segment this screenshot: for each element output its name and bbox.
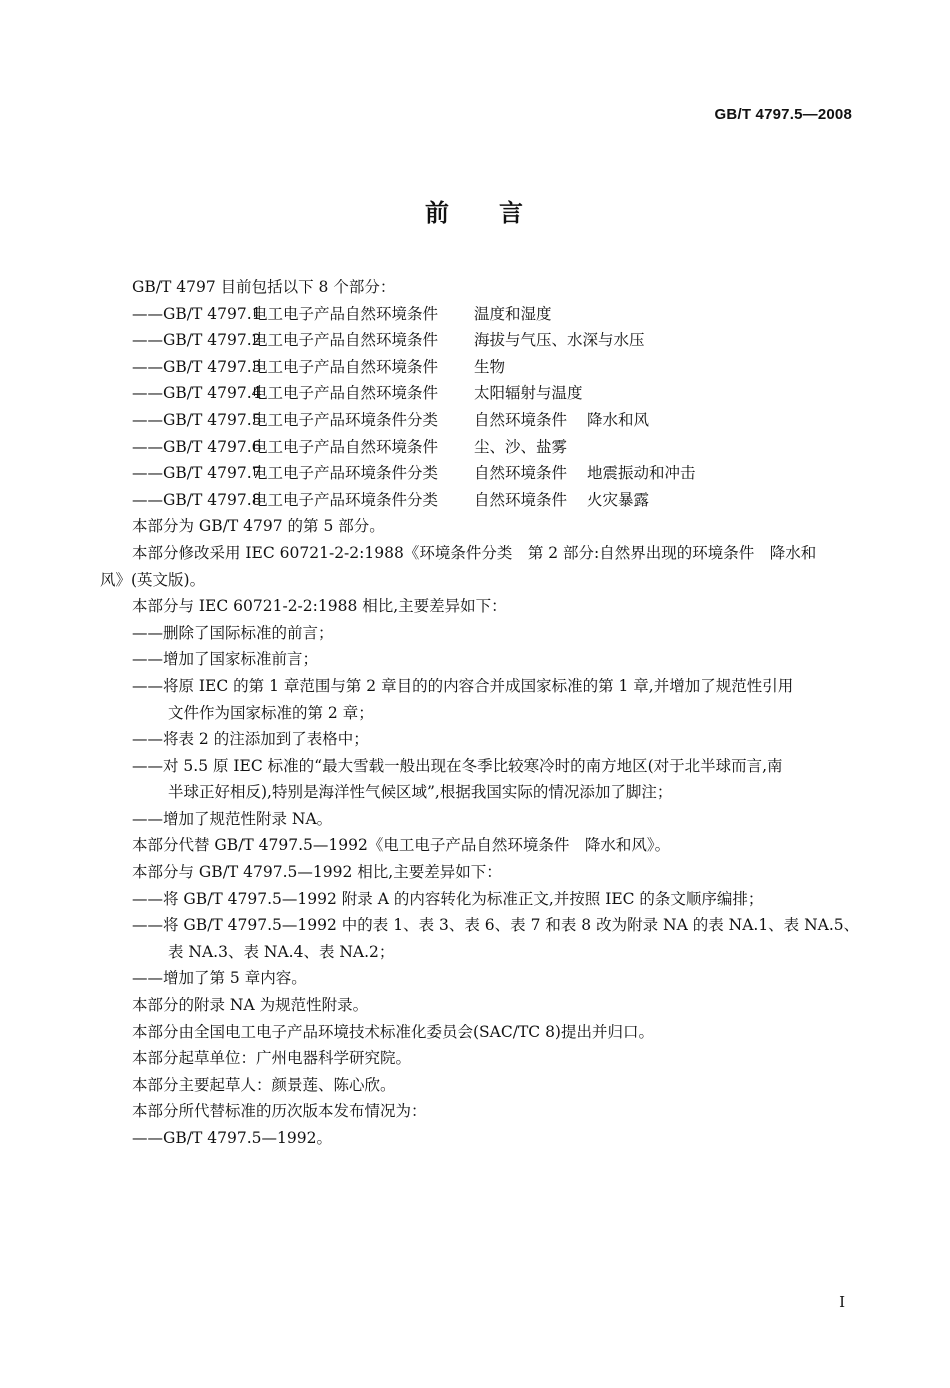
part-subtitle: 海拔与气压、水深与水压 <box>474 331 645 350</box>
part-list-item <box>100 460 855 487</box>
part-title: 电工电子产品自然环境条件 <box>252 357 439 376</box>
difference-item-continuation: 半球正好相反),特别是海洋性气候区域”,根据我国实际的情况添加了脚注； <box>168 783 673 802</box>
part-title: 电工电子产品自然环境条件 <box>252 331 439 350</box>
difference-item: ——增加了规范性附录 NA。 <box>132 809 333 828</box>
part-title: 电工电子产品自然环境条件 <box>252 437 439 456</box>
paragraph-continuation: 风》(英文版)。 <box>100 570 206 589</box>
difference-item: ——增加了国家标准前言； <box>132 650 319 669</box>
paragraph: 本部分为 GB/T 4797 的第 5 部分。 <box>132 517 385 536</box>
part-list-item <box>100 407 855 434</box>
part-subtitle: 尘、沙、盐雾 <box>474 437 568 456</box>
page-title <box>0 193 950 228</box>
difference-item-continuation: 表 NA.3、表 NA.4、表 NA.2； <box>168 942 395 961</box>
part-code: ——GB/T 4797.7 <box>132 464 262 483</box>
part-title: 电工电子产品环境条件分类 <box>252 410 439 429</box>
part-subtitle: 自然环境条件 <box>474 490 568 509</box>
part-list-item <box>100 327 855 354</box>
standard-code: GB/T 4797.5—2008 <box>714 106 852 123</box>
paragraph: 本部分起草单位：广州电器科学研究院。 <box>132 1049 412 1068</box>
paragraph: 本部分修改采用 IEC 60721-2-2:1988《环境条件分类 第 2 部分:自然界出现的环境条件 降水和 <box>132 543 817 562</box>
part-title: 电工电子产品自然环境条件 <box>252 304 439 323</box>
difference-item: ——删除了国际标准的前言； <box>132 623 334 642</box>
paragraph: 本部分与 GB/T 4797.5—1992 相比,主要差异如下： <box>132 863 502 882</box>
difference-item: ——将原 IEC 的第 1 章范围与第 2 章目的的内容合并成国家标准的第 1 章,并增加了规范性引用 <box>132 676 794 695</box>
part-title: 电工电子产品自然环境条件 <box>252 384 439 403</box>
part-subtitle: 自然环境条件 <box>474 410 568 429</box>
part-list-item <box>100 487 855 514</box>
part-subtitle: 太阳辐射与温度 <box>474 384 583 403</box>
part-list-item <box>100 354 855 381</box>
paragraph: 本部分与 IEC 60721-2-2:1988 相比,主要差异如下： <box>132 597 507 616</box>
part-code: ——GB/T 4797.4 <box>132 384 262 403</box>
title-char-2: 言 <box>499 199 525 227</box>
part-code: ——GB/T 4797.2 <box>132 331 262 350</box>
part-subtitle: 自然环境条件 <box>474 464 568 483</box>
title-char-1: 前 <box>425 199 451 227</box>
part-list-item <box>100 380 855 407</box>
part-list-item <box>100 434 855 461</box>
part-code: ——GB/T 4797.8 <box>132 490 262 509</box>
part-subtitle-2: 降水和风 <box>587 410 650 429</box>
difference-item: ——将 GB/T 4797.5—1992 附录 A 的内容转化为标准正文,并按照 IEC 的条文顺序编排； <box>132 889 764 908</box>
paragraph: 本部分所代替标准的历次版本发布情况为： <box>132 1102 427 1121</box>
paragraph: 本部分主要起草人：颜景莲、陈心欣。 <box>132 1075 396 1094</box>
history-item: ——GB/T 4797.5—1992。 <box>132 1129 332 1147</box>
part-list-item <box>100 301 855 328</box>
intro-line: GB/T 4797 目前包括以下 8 个部分： <box>132 278 396 296</box>
part-code: ——GB/T 4797.5 <box>132 410 262 429</box>
page-number: I <box>839 1293 845 1311</box>
foreword-body <box>100 274 860 1152</box>
part-title: 电工电子产品环境条件分类 <box>252 464 439 483</box>
paragraph: 本部分由全国电工电子产品环境技术标准化委员会(SAC/TC 8)提出并归口。 <box>132 1022 654 1041</box>
part-subtitle-2: 地震振动和冲击 <box>587 464 696 483</box>
paragraph: 本部分代替 GB/T 4797.5—1992《电工电子产品自然环境条件 降水和风》。 <box>132 836 671 855</box>
part-subtitle: 生物 <box>474 357 506 376</box>
part-code: ——GB/T 4797.6 <box>132 437 262 456</box>
difference-item: ——增加了第 5 章内容。 <box>132 969 307 988</box>
part-subtitle-2: 火灾暴露 <box>587 490 650 509</box>
part-title: 电工电子产品环境条件分类 <box>252 490 439 509</box>
difference-item: ——将 GB/T 4797.5—1992 中的表 1、表 3、表 6、表 7 和表 8 改为附录 NA 的表 NA.1、表 NA.5、 <box>132 916 860 935</box>
part-subtitle: 温度和湿度 <box>474 304 552 323</box>
part-code: ——GB/T 4797.1 <box>132 304 262 323</box>
difference-item-continuation: 文件作为国家标准的第 2 章； <box>168 703 374 722</box>
difference-item: ——将表 2 的注添加到了表格中； <box>132 730 369 749</box>
difference-item: ——对 5.5 原 IEC 标准的“最大雪载一般出现在冬季比较寒冷时的南方地区(对于北半球而言,南 <box>132 756 783 775</box>
paragraph: 本部分的附录 NA 为规范性附录。 <box>132 996 369 1015</box>
part-code: ——GB/T 4797.3 <box>132 357 262 376</box>
